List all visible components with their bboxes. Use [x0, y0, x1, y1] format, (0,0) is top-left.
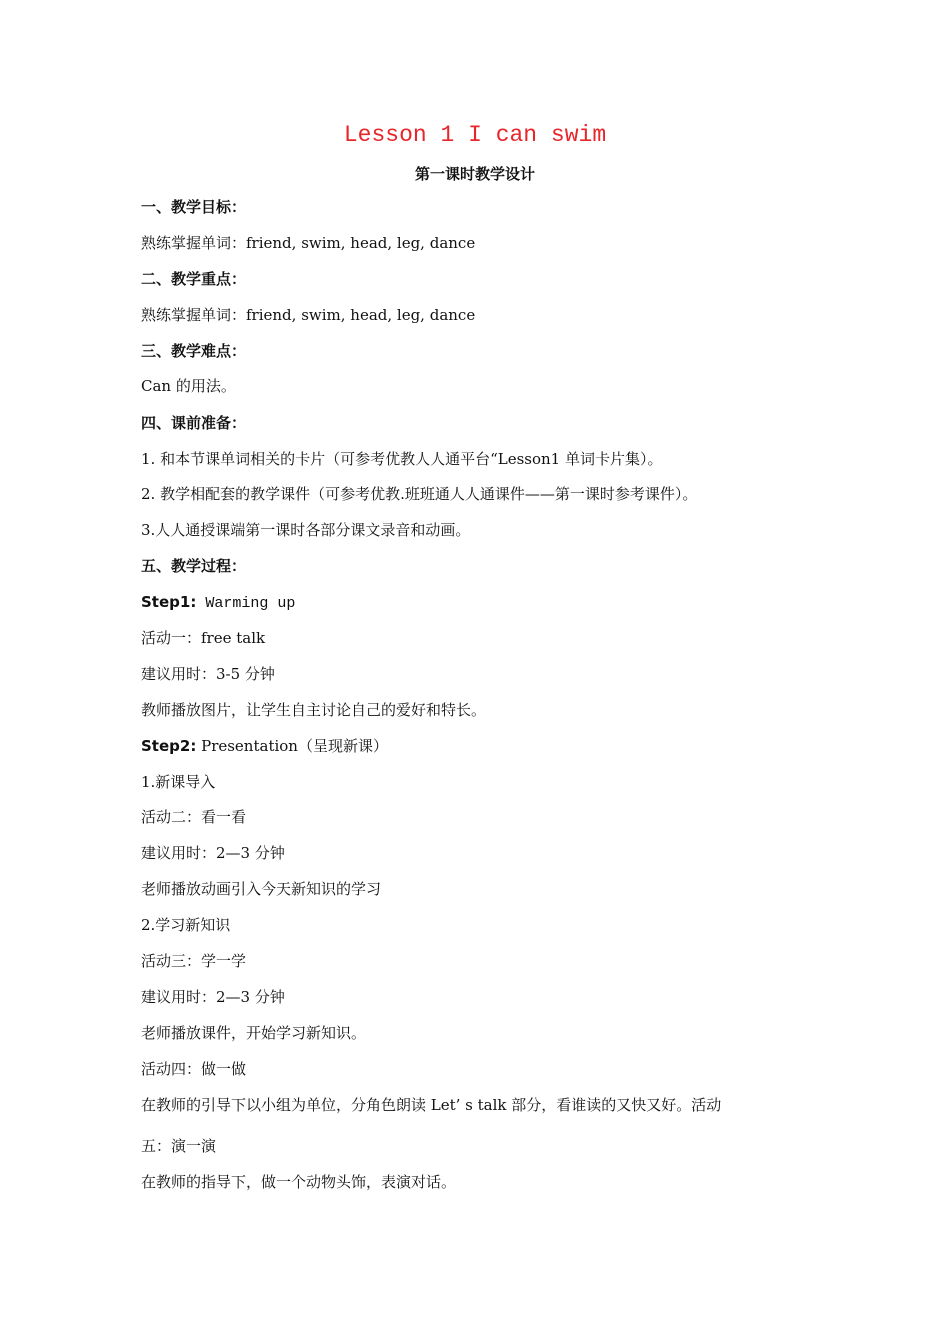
section-heading-key-points: 二、教学重点：	[141, 270, 247, 288]
activity-2: 活动二：看一看	[141, 808, 247, 826]
activity-3-desc: 老师播放课件，开始学习新知识。	[141, 1024, 367, 1042]
preparation-item-2: 2. 教学相配套的教学课件（可参考优教.班班通人人通课件——第一课时参考课件）。	[141, 485, 698, 503]
step1-text: Warming up	[196, 595, 296, 612]
preparation-item-1: 1. 和本节课单词相关的卡片（可参考优教人人通平台“Lesson1 单词卡片集）。	[141, 450, 663, 468]
step2-label: Step2:	[141, 737, 197, 755]
difficulties-text: Can 的用法。	[141, 377, 236, 395]
document-subtitle: 第一课时教学设计	[414, 165, 535, 183]
section-heading-difficulties: 三、教学难点：	[141, 342, 247, 360]
section-heading-process: 五、教学过程：	[141, 557, 247, 575]
step1-label: Step1:	[141, 593, 197, 611]
section-heading-preparation: 四、课前准备：	[141, 414, 247, 432]
key-points-text: 熟练掌握单词：friend, swim, head, leg, dance	[141, 306, 476, 324]
goals-text: 熟练掌握单词：friend, swim, head, leg, dance	[141, 234, 476, 252]
step1-line	[141, 592, 295, 614]
preparation-item-3: 3.人人通授课端第一课时各部分课文录音和动画。	[141, 521, 471, 539]
activity-2-desc: 老师播放动画引入今天新知识的学习	[141, 880, 382, 898]
activity-5-desc: 在教师的指导下，做一个动物头饰，表演对话。	[141, 1173, 457, 1191]
step2-text: Presentation（呈现新课）	[196, 737, 388, 755]
section-heading-goals: 一、教学目标：	[141, 198, 247, 216]
activity-5: 五：演一演	[141, 1137, 217, 1155]
step2-line	[141, 736, 388, 756]
part-2-heading: 2.学习新知识	[141, 916, 231, 934]
activity-1-time: 建议用时：3-5 分钟	[141, 665, 275, 683]
activity-3-time: 建议用时：2—3 分钟	[141, 988, 285, 1006]
activity-2-time: 建议用时：2—3 分钟	[141, 844, 285, 862]
activity-3: 活动三：学一学	[141, 952, 247, 970]
activity-1: 活动一：free talk	[141, 629, 266, 647]
activity-1-desc: 教师播放图片，让学生自主讨论自己的爱好和特长。	[141, 701, 487, 719]
activity-4-desc: 在教师的引导下以小组为单位，分角色朗读 Let’ s talk 部分，看谁读的又快又好。活动	[141, 1096, 722, 1114]
part-1-heading: 1.新课导入	[141, 773, 216, 791]
activity-4: 活动四：做一做	[141, 1060, 247, 1078]
document-title: Lesson 1 I can swim	[343, 122, 607, 148]
